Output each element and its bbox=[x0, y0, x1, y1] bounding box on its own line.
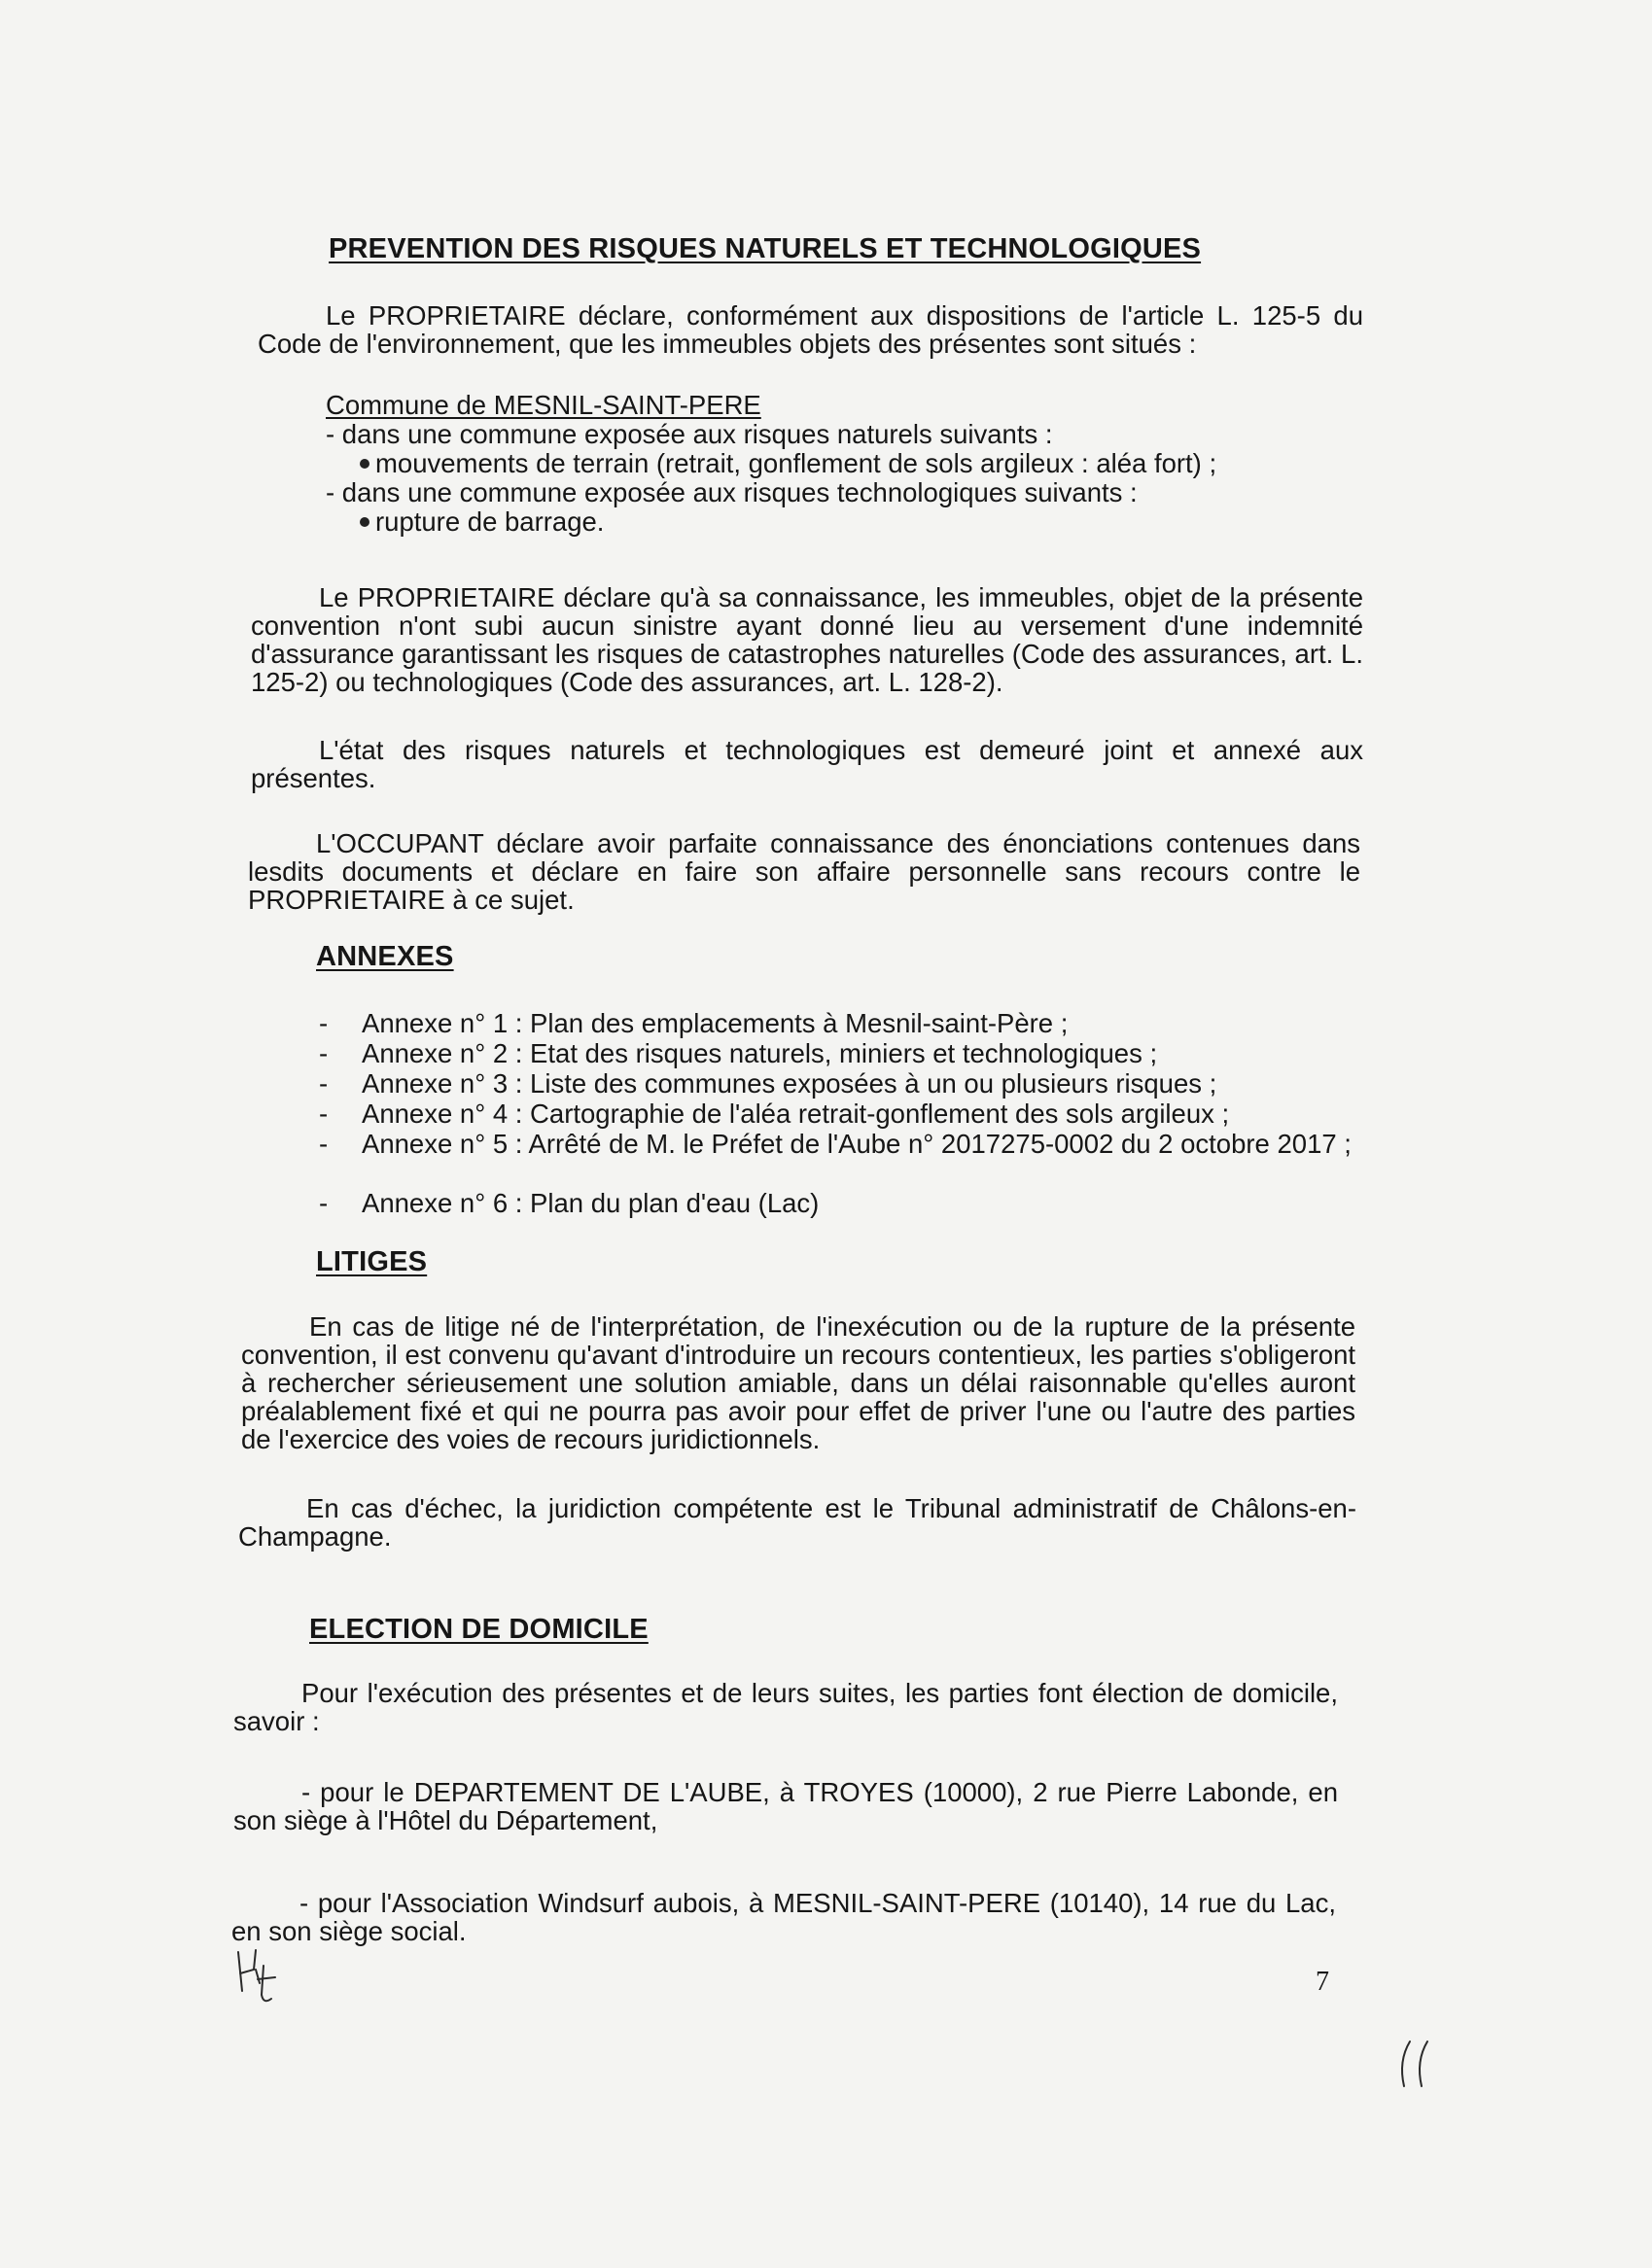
annex-item: - Annexe n° 3 : Liste des communes exposées à un ou plusieurs risques ; bbox=[319, 1068, 1217, 1099]
paragraph-prevention-intro: Le PROPRIETAIRE déclare, conformément aux dispositions de l'article L. 125-5 du Code de l'environnement, que les immeubles objets des présentes sont situés : bbox=[258, 300, 1363, 359]
paragraph-domicile-intro: Pour l'exécution des présentes et de leurs suites, les parties font élection de domicile, savoir : bbox=[233, 1678, 1338, 1736]
annex-item: - Annexe n° 6 : Plan du plan d'eau (Lac) bbox=[319, 1188, 820, 1218]
heading-election-domicile: ELECTION DE DOMICILE bbox=[309, 1614, 649, 1645]
paragraph-association: - pour l'Association Windsurf aubois, à MESNIL-SAINT-PERE (10140), 14 rue du Lac, en son siège social. bbox=[231, 1888, 1336, 1946]
tech-risk-item: rupture de barrage. bbox=[360, 507, 604, 536]
page-number: 7 bbox=[1316, 1967, 1329, 1997]
paragraph-litiges: En cas de litige né de l'interprétation, de l'inexécution ou de la rupture de la présente convention, il est convenu qu'avant d'introduire un recours contentieux, les parties s'obligeront à rechercher sérieusement une solution amiable, dans un délai raisonnable qu'elles auront préalablement fixé et qui ne pourra pas avoir pour effet de priver l'une ou l'autre des parties de l'exercice des voies de recours juridictionnels. bbox=[241, 1311, 1355, 1454]
natural-risk-item: mouvements de terrain (retrait, gonflement de sols argileux : aléa fort) ; bbox=[360, 449, 1216, 477]
bullet-icon bbox=[360, 517, 369, 527]
annex-item: - Annexe n° 1 : Plan des emplacements à Mesnil-saint-Père ; bbox=[319, 1008, 1069, 1038]
handwritten-page-mark bbox=[1390, 2032, 1459, 2100]
tech-risks-line: - dans une commune exposée aux risques technologiques suivants : bbox=[326, 477, 1138, 507]
paragraph-departement: - pour le DEPARTEMENT DE L'AUBE, à TROYES (10000), 2 rue Pierre Labonde, en son siège à l'Hôtel du Département, bbox=[233, 1777, 1338, 1835]
natural-risks-line: - dans une commune exposée aux risques naturels suivants : bbox=[326, 419, 1053, 449]
paragraph-etat-risques: L'état des risques naturels et technologiques est demeuré joint et annexé aux présentes. bbox=[251, 735, 1363, 793]
bullet-icon bbox=[360, 459, 369, 469]
annex-item: - Annexe n° 2 : Etat des risques naturels, miniers et technologiques ; bbox=[319, 1038, 1158, 1068]
heading-annexes: ANNEXES bbox=[316, 941, 454, 972]
commune-label: Commune de MESNIL-SAINT-PERE bbox=[326, 390, 761, 420]
paragraph-juridiction: En cas d'échec, la juridiction compétente est le Tribunal administratif de Châlons-en-Champagne. bbox=[238, 1493, 1356, 1552]
paragraph-sinistre: Le PROPRIETAIRE déclare qu'à sa connaissance, les immeubles, objet de la présente convention n'ont subi aucun sinistre ayant donné lieu au versement d'une indemnité d'assurance garantissant les risques de catastrophes naturelles (Code des assurances, art. L. 125-2) ou technologiques (Code des assurances, art. L. 128-2). bbox=[251, 582, 1363, 697]
annex-item: - Annexe n° 4 : Cartographie de l'aléa retrait-gonflement des sols argileux ; bbox=[319, 1099, 1230, 1129]
annex-item: - Annexe n° 5 : Arrêté de M. le Préfet de l'Aube n° 2017275-0002 du 2 octobre 2017 ; bbox=[319, 1129, 1352, 1159]
heading-litiges: LITIGES bbox=[316, 1246, 428, 1277]
heading-prevention: PREVENTION DES RISQUES NATURELS ET TECHNOLOGIQUES bbox=[329, 233, 1202, 264]
paragraph-occupant: L'OCCUPANT déclare avoir parfaite connaissance des énonciations contenues dans lesdits documents et déclare en faire son affaire personnelle sans recours contre le PROPRIETAIRE à ce sujet. bbox=[248, 828, 1360, 915]
initials-signature bbox=[228, 1944, 306, 2012]
